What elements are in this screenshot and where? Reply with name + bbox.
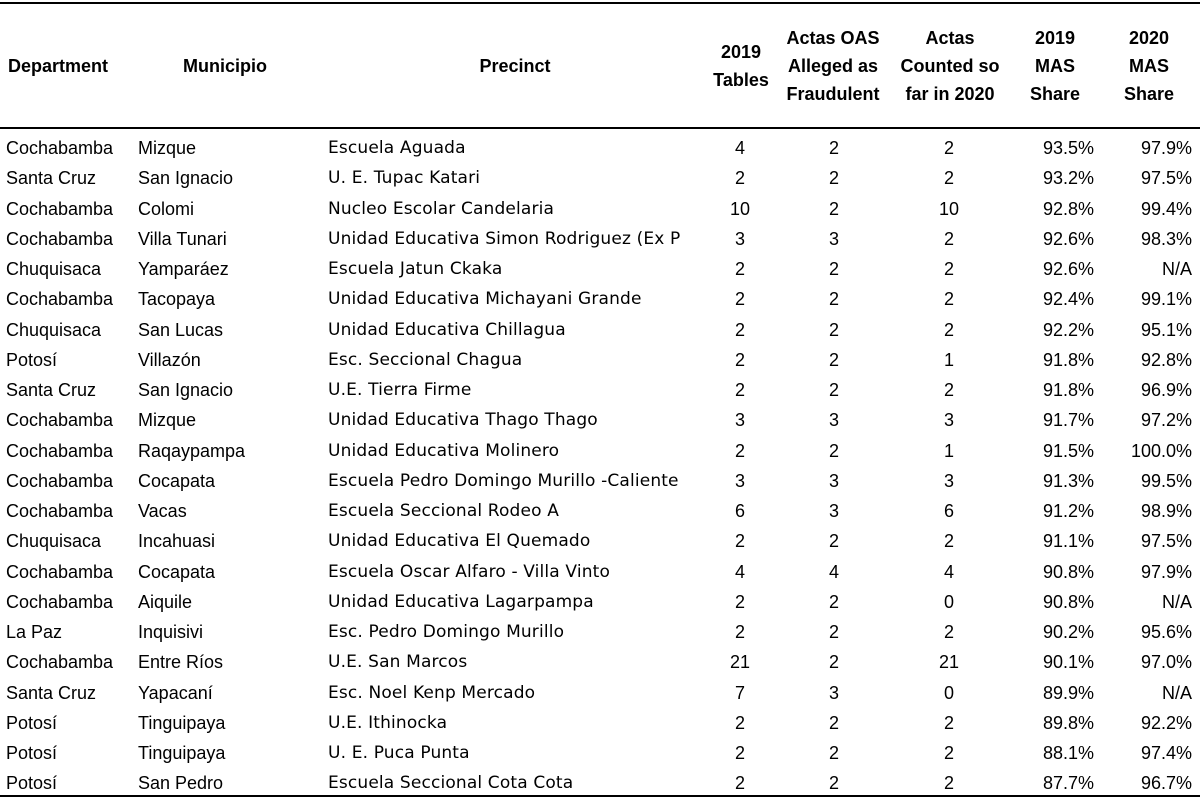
precinct-cell: Unidad Educativa Chillagua	[328, 319, 566, 340]
precinct-cell: Unidad Educativa Lagarpampa	[328, 591, 594, 612]
tables-2019-cell: 3	[734, 410, 745, 431]
municipio-cell: Colomi	[138, 198, 195, 219]
municipio-cell: Villazón	[138, 349, 201, 370]
actas-oas-cell: 2	[828, 622, 839, 642]
header-2020-mas-share: 2020 MAS Share	[1123, 27, 1175, 104]
mas-2019-share-cell: 90.8%	[1042, 591, 1094, 612]
tables-2019-cell: 2	[734, 349, 745, 370]
department-cell: La Paz	[6, 622, 63, 642]
actas-oas-cell: 2	[828, 349, 839, 370]
mas-2020-share-cell: 97.5%	[1140, 531, 1192, 552]
municipio-cell: San Ignacio	[138, 380, 234, 400]
tables-2019-cell: 2	[734, 531, 745, 552]
precinct-cell: Escuela Jatun Ckaka	[328, 259, 503, 279]
actas-counted-cell: 2	[943, 622, 954, 642]
precinct-cell: Esc. Seccional Chagua	[328, 349, 523, 370]
precinct-cell: Unidad Educativa Michayani Grande	[328, 289, 642, 310]
actas-counted-cell: 2	[943, 380, 954, 400]
department-cell: Cochabamba	[6, 470, 114, 491]
actas-counted-cell: 2	[943, 319, 954, 340]
actas-oas-cell: 2	[828, 712, 839, 733]
precinct-cell: Unidad Educativa Thago Thago	[328, 410, 598, 431]
actas-oas-cell: 3	[828, 470, 839, 491]
mas-2019-share-cell: 93.2%	[1042, 168, 1094, 189]
actas-counted-cell: 2	[943, 773, 954, 794]
table-row	[0, 768, 1200, 798]
actas-counted-cell: 1	[943, 349, 954, 370]
mas-2020-share-cell: 99.5%	[1140, 470, 1192, 491]
mas-2020-share-cell: 96.9%	[1140, 380, 1192, 400]
actas-oas-cell: 2	[828, 138, 839, 158]
department-cell: Potosí	[6, 743, 58, 763]
municipio-cell: San Ignacio	[138, 168, 234, 189]
actas-counted-cell: 2	[943, 168, 954, 189]
mas-2020-share-cell: 92.8%	[1140, 349, 1192, 370]
mas-2020-share-cell: 97.5%	[1140, 168, 1192, 189]
mas-2020-share-cell: 98.9%	[1140, 501, 1192, 521]
tables-2019-cell: 10	[729, 198, 751, 219]
precinct-cell: Unidad Educativa Simon Rodriguez (Ex P	[328, 228, 681, 249]
actas-oas-cell: 2	[828, 380, 839, 400]
actas-counted-cell: 2	[943, 259, 954, 279]
tables-2019-cell: 4	[734, 138, 745, 158]
precinct-cell: Escuela Aguada	[328, 138, 466, 158]
department-cell: Chuquisaca	[6, 531, 102, 552]
table-row	[0, 133, 1200, 163]
table-row	[0, 224, 1200, 254]
table-row	[0, 436, 1200, 466]
actas-counted-cell: 4	[943, 561, 954, 582]
department-cell: Santa Cruz	[6, 682, 97, 703]
mas-2020-share-cell: 99.4%	[1140, 198, 1192, 219]
precinct-cell: U. E. Puca Punta	[328, 743, 470, 763]
actas-counted-cell: 3	[943, 470, 954, 491]
department-cell: Cochabamba	[6, 138, 114, 158]
tables-2019-cell: 3	[734, 228, 745, 249]
department-cell: Potosí	[6, 773, 58, 794]
tables-2019-cell: 6	[734, 501, 745, 521]
header-department: Department	[8, 55, 109, 76]
precinct-cell: U.E. Tierra Firme	[328, 380, 472, 400]
actas-oas-cell: 2	[828, 319, 839, 340]
precinct-cell: U. E. Tupac Katari	[328, 168, 481, 189]
table-row	[0, 496, 1200, 526]
table-row	[0, 708, 1200, 738]
actas-oas-cell: 2	[828, 531, 839, 552]
municipio-cell: Incahuasi	[138, 531, 216, 552]
municipio-cell: San Pedro	[138, 773, 224, 794]
tables-2019-cell: 2	[734, 773, 745, 794]
mas-2020-share-cell: 97.2%	[1140, 410, 1192, 431]
header-actas-counted: Actas Counted so far in 2020	[900, 27, 1000, 104]
mas-2019-share-cell: 91.5%	[1042, 440, 1094, 461]
table-row	[0, 345, 1200, 375]
header-precinct: Precinct	[479, 55, 551, 76]
tables-2019-cell: 2	[734, 289, 745, 310]
mas-2020-share-cell: 92.2%	[1140, 712, 1192, 733]
mas-2019-share-cell: 90.1%	[1042, 652, 1094, 673]
tables-2019-cell: 2	[734, 622, 745, 642]
municipio-cell: Vacas	[138, 501, 187, 521]
tables-2019-cell: 2	[734, 168, 745, 189]
municipio-cell: Inquisivi	[138, 622, 204, 642]
department-cell: Potosí	[6, 349, 58, 370]
actas-oas-cell: 3	[828, 682, 839, 703]
actas-counted-cell: 6	[943, 501, 954, 521]
mas-2019-share-cell: 91.2%	[1042, 501, 1094, 521]
tables-2019-cell: 2	[734, 440, 745, 461]
tables-2019-cell: 21	[729, 652, 751, 673]
table-row	[0, 284, 1200, 314]
table-body	[0, 133, 1200, 799]
mas-2019-share-cell: 92.4%	[1042, 289, 1094, 310]
tables-2019-cell: 2	[734, 712, 745, 733]
department-cell: Chuquisaca	[6, 259, 102, 279]
actas-oas-cell: 4	[828, 561, 839, 582]
mas-2019-share-cell: 89.9%	[1042, 682, 1094, 703]
mas-2019-share-cell: 91.8%	[1042, 380, 1094, 400]
table-row	[0, 647, 1200, 677]
department-cell: Santa Cruz	[6, 168, 97, 189]
mas-2019-share-cell: 90.2%	[1042, 622, 1094, 642]
table-row	[0, 738, 1200, 768]
mas-2020-share-cell: N/A	[1161, 591, 1192, 612]
actas-counted-cell: 0	[943, 682, 954, 703]
precinct-cell: Unidad Educativa El Quemado	[328, 531, 591, 552]
precinct-cell: Esc. Noel Kenp Mercado	[328, 682, 536, 703]
mas-2019-share-cell: 93.5%	[1042, 138, 1094, 158]
municipio-cell: Entre Ríos	[138, 652, 224, 673]
table-row	[0, 587, 1200, 617]
municipio-cell: San Lucas	[138, 319, 224, 340]
actas-counted-cell: 3	[943, 410, 954, 431]
department-cell: Santa Cruz	[6, 380, 97, 400]
actas-counted-cell: 2	[943, 138, 954, 158]
header-2019-mas-share: 2019 MAS Share	[1029, 27, 1081, 104]
mas-2020-share-cell: 98.3%	[1140, 228, 1192, 249]
mas-2020-share-cell: 97.9%	[1140, 138, 1192, 158]
department-cell: Cochabamba	[6, 289, 114, 310]
mas-2020-share-cell: 95.6%	[1140, 622, 1192, 642]
mas-2020-share-cell: N/A	[1161, 259, 1192, 279]
table-header	[0, 4, 1200, 127]
actas-oas-cell: 2	[828, 440, 839, 461]
actas-oas-cell: 2	[828, 198, 839, 219]
municipio-cell: Aiquile	[138, 591, 193, 612]
precinct-cell: Esc. Pedro Domingo Murillo	[328, 622, 565, 642]
mas-2020-share-cell: 99.1%	[1140, 289, 1192, 310]
municipio-cell: Cocapata	[138, 561, 216, 582]
actas-oas-cell: 2	[828, 259, 839, 279]
table-row	[0, 466, 1200, 496]
municipio-cell: Tinguipaya	[138, 712, 226, 733]
actas-counted-cell: 21	[938, 652, 960, 673]
mas-2019-share-cell: 92.8%	[1042, 198, 1094, 219]
mas-2020-share-cell: 97.0%	[1140, 652, 1192, 673]
municipio-cell: Tacopaya	[138, 289, 216, 310]
municipio-cell: Mizque	[138, 138, 197, 158]
mas-2019-share-cell: 87.7%	[1042, 773, 1094, 794]
mas-2019-share-cell: 92.2%	[1042, 319, 1094, 340]
tables-2019-cell: 2	[734, 319, 745, 340]
mas-2019-share-cell: 91.1%	[1042, 531, 1094, 552]
municipio-cell: Mizque	[138, 410, 197, 431]
precinct-cell: U.E. San Marcos	[328, 652, 468, 673]
department-cell: Cochabamba	[6, 198, 114, 219]
actas-oas-cell: 2	[828, 743, 839, 763]
actas-oas-cell: 3	[828, 228, 839, 249]
mas-2020-share-cell: 97.4%	[1140, 743, 1192, 763]
table-row	[0, 678, 1200, 708]
tables-2019-cell: 4	[734, 561, 745, 582]
actas-oas-cell: 2	[828, 773, 839, 794]
actas-oas-cell: 2	[828, 289, 839, 310]
actas-oas-cell: 2	[828, 591, 839, 612]
mas-2020-share-cell: 95.1%	[1140, 319, 1192, 340]
table-row	[0, 254, 1200, 284]
tables-2019-cell: 2	[734, 591, 745, 612]
header-2019-tables: 2019 Tables	[713, 41, 769, 90]
department-cell: Chuquisaca	[6, 319, 102, 340]
tables-2019-cell: 7	[734, 682, 745, 703]
department-cell: Cochabamba	[6, 501, 114, 521]
mas-2019-share-cell: 88.1%	[1042, 743, 1094, 763]
precinct-cell: Nucleo Escolar Candelaria	[328, 198, 555, 219]
department-cell: Cochabamba	[6, 440, 114, 461]
tables-2019-cell: 3	[734, 470, 745, 491]
header-municipio: Municipio	[183, 55, 267, 76]
actas-counted-cell: 2	[943, 289, 954, 310]
department-cell: Potosí	[6, 712, 58, 733]
mas-2019-share-cell: 91.3%	[1042, 470, 1094, 491]
mas-2019-share-cell: 91.8%	[1042, 349, 1094, 370]
actas-counted-cell: 0	[943, 591, 954, 612]
table-row	[0, 405, 1200, 435]
table-bottom-rule	[0, 795, 1200, 797]
mas-2020-share-cell: 97.9%	[1140, 561, 1192, 582]
mas-2020-share-cell: 96.7%	[1140, 773, 1192, 794]
actas-counted-cell: 2	[943, 531, 954, 552]
department-cell: Cochabamba	[6, 652, 114, 673]
tables-2019-cell: 2	[734, 743, 745, 763]
actas-counted-cell: 10	[938, 198, 960, 219]
mas-2019-share-cell: 92.6%	[1042, 228, 1094, 249]
actas-oas-cell: 2	[828, 168, 839, 189]
precinct-cell: Escuela Pedro Domingo Murillo -Caliente	[328, 470, 679, 491]
actas-oas-cell: 3	[828, 410, 839, 431]
mas-2019-share-cell: 89.8%	[1042, 712, 1094, 733]
mas-2019-share-cell: 92.6%	[1042, 259, 1094, 279]
department-cell: Cochabamba	[6, 591, 114, 612]
municipio-cell: Raqaypampa	[138, 440, 246, 461]
tables-2019-cell: 2	[734, 259, 745, 279]
precinct-cell: U.E. Ithinocka	[328, 712, 448, 733]
precinct-cell: Escuela Oscar Alfaro - Villa Vinto	[328, 561, 610, 582]
mas-2019-share-cell: 90.8%	[1042, 561, 1094, 582]
department-cell: Cochabamba	[6, 228, 114, 249]
actas-counted-cell: 2	[943, 228, 954, 249]
municipio-cell: Yapacaní	[138, 682, 213, 703]
municipio-cell: Cocapata	[138, 470, 216, 491]
mas-2019-share-cell: 91.7%	[1042, 410, 1094, 431]
precinct-cell: Escuela Seccional Rodeo A	[328, 501, 559, 521]
actas-counted-cell: 2	[943, 743, 954, 763]
municipio-cell: Tinguipaya	[138, 743, 226, 763]
mas-2020-share-cell: 100.0%	[1130, 440, 1192, 461]
municipio-cell: Yamparáez	[138, 259, 229, 279]
table-row	[0, 617, 1200, 647]
table-row	[0, 194, 1200, 224]
header-rule	[0, 127, 1200, 129]
header-actas-oas: Actas OAS Alleged as Fraudulent	[786, 27, 880, 104]
table-row	[0, 557, 1200, 587]
table-row	[0, 315, 1200, 345]
mas-2020-share-cell: N/A	[1161, 682, 1192, 703]
department-cell: Cochabamba	[6, 561, 114, 582]
department-cell: Cochabamba	[6, 410, 114, 431]
actas-oas-cell: 3	[828, 501, 839, 521]
table-row	[0, 163, 1200, 193]
precinct-cell: Escuela Seccional Cota Cota	[328, 773, 574, 794]
actas-oas-cell: 2	[828, 652, 839, 673]
table-row	[0, 375, 1200, 405]
precinct-cell: Unidad Educativa Molinero	[328, 440, 560, 461]
actas-counted-cell: 1	[943, 440, 954, 461]
municipio-cell: Villa Tunari	[138, 228, 227, 249]
actas-counted-cell: 2	[943, 712, 954, 733]
table-row	[0, 526, 1200, 556]
tables-2019-cell: 2	[734, 380, 745, 400]
